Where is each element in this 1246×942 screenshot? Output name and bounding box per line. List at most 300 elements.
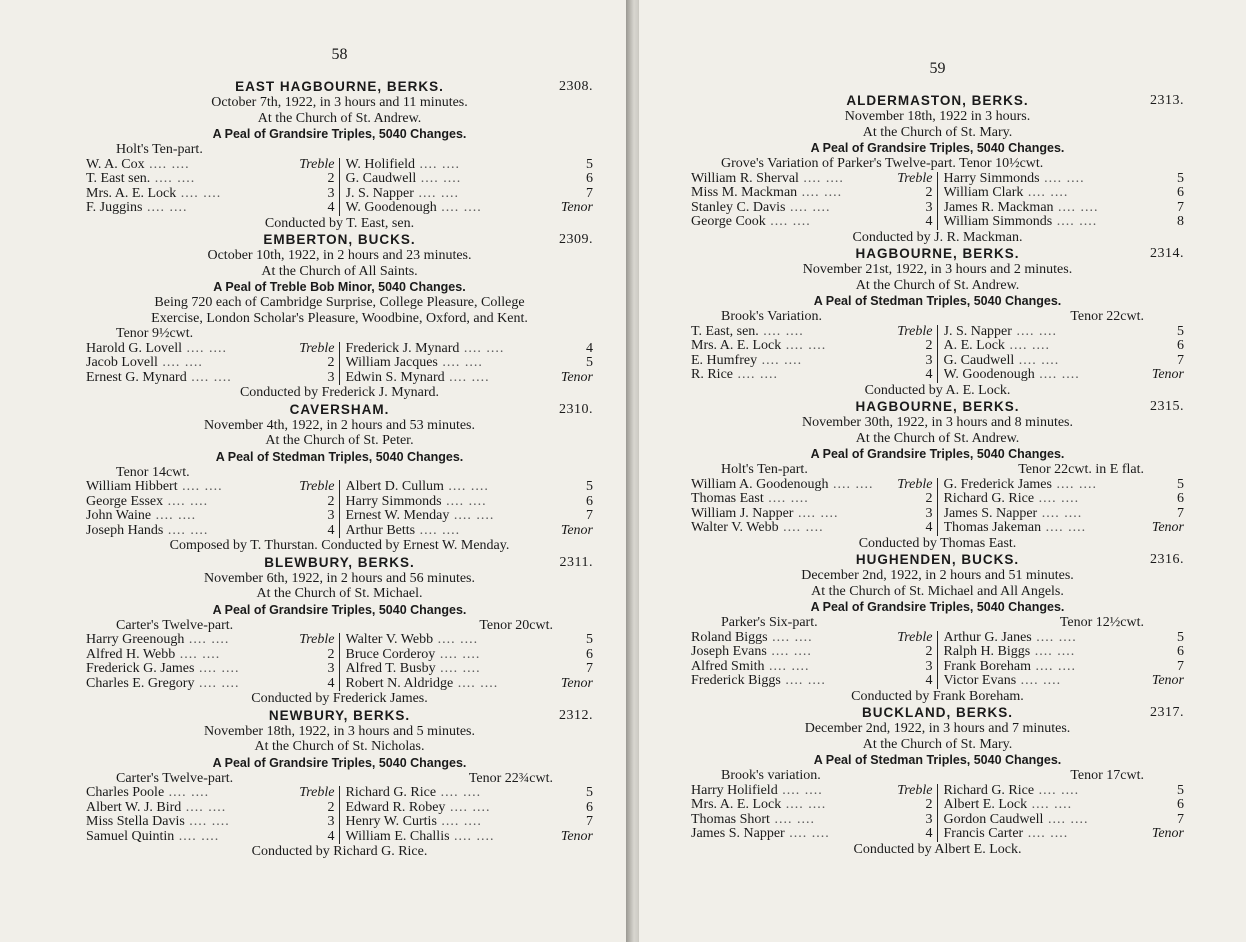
- ringers-column-left: [86, 342, 340, 386]
- bell-position: 5: [1177, 476, 1184, 492]
- ringer-name: William J. Napper ....: [691, 507, 889, 522]
- peal-note: Exercise, London Scholar's Pleasure, Woodbine, Oxford, and Kent.: [151, 310, 528, 326]
- bell-position: 3: [925, 811, 933, 827]
- conductor-line: Conducted by Frederick James.: [251, 691, 428, 706]
- peal-heading: [86, 231, 593, 248]
- bell-position: 3: [925, 352, 933, 368]
- church-name: At the Church of St. Mary.: [862, 736, 1013, 752]
- ringer-row: [944, 813, 1185, 828]
- ringer-name: Roland Biggs ....: [691, 631, 889, 646]
- bell-position: Tenor: [1151, 520, 1184, 535]
- ringer-row: [944, 215, 1185, 230]
- ringer-name: Walter V. Webb ....: [691, 521, 889, 536]
- peal-number: 2315.: [1150, 399, 1184, 414]
- page-number: 59: [929, 60, 946, 77]
- ringer-name: William Hibbert ....: [86, 480, 291, 495]
- ringers-column-right: [340, 158, 594, 216]
- ringer-name: Richard G. Rice ....: [346, 786, 550, 801]
- composition-info: [691, 309, 1184, 325]
- bell-position: Treble: [299, 632, 335, 647]
- ringers-column-right: [938, 172, 1185, 230]
- ringer-row: [691, 492, 933, 507]
- tenor-weight: Tenor 12½cwt.: [1059, 615, 1144, 630]
- method-title: A Peal of Grandsire Triples, 5040 Changes.: [212, 127, 467, 141]
- bell-position: 4: [327, 200, 335, 215]
- composition-info: [691, 156, 1184, 172]
- ringer-name: J. S. Napper ....: [346, 187, 550, 202]
- ringer-row: [346, 172, 594, 187]
- bell-position: 4: [925, 367, 933, 382]
- bell-position: 4: [925, 214, 933, 229]
- bell-position: 6: [586, 799, 593, 815]
- ringer-row: [86, 662, 335, 677]
- ringer-row: [691, 784, 933, 799]
- bell-position: 7: [1177, 811, 1184, 827]
- bell-position: 5: [1177, 782, 1184, 798]
- ringer-row: [691, 186, 933, 201]
- ringer-name: G. Frederick James ....: [944, 478, 1141, 493]
- bell-position: 2: [327, 799, 335, 815]
- composition-info: [86, 465, 593, 481]
- ringer-row: [691, 478, 933, 493]
- ringer-name: James S. Napper ....: [691, 827, 889, 842]
- ringer-row: [691, 813, 933, 828]
- bell-position: 3: [327, 661, 335, 676]
- ringer-row: [691, 339, 933, 354]
- ringer-row: [944, 339, 1185, 354]
- ringer-name: Alfred T. Busby ....: [346, 662, 550, 677]
- ringers-column-right: [340, 633, 594, 691]
- tenor-weight: Tenor 20cwt.: [479, 617, 553, 633]
- method-title: A Peal of Stedman Triples, 5040 Changes.: [813, 294, 1062, 308]
- ringers-column-left: [691, 325, 938, 383]
- ringer-name: James R. Mackman ....: [944, 201, 1141, 216]
- ringers-column-left: [691, 172, 938, 230]
- ringer-name: A. E. Lock ....: [944, 339, 1141, 354]
- composition-info: [86, 326, 593, 342]
- peal-record: [86, 554, 593, 707]
- bell-position: 2: [327, 355, 335, 370]
- ringer-row: [86, 830, 335, 845]
- ringers-column-left: [86, 786, 340, 844]
- ringer-name: W. Holifield ....: [346, 158, 550, 173]
- church-name: At the Church of St. Andrew.: [855, 277, 1020, 293]
- bell-position: 7: [1177, 199, 1184, 215]
- ringer-row: [346, 633, 594, 648]
- place-name: NEWBURY, BERKS.: [268, 707, 411, 723]
- bell-position: 7: [1177, 658, 1184, 674]
- ringer-row: [86, 342, 335, 357]
- ringer-row: [86, 172, 335, 187]
- ringer-name: William Simmonds ....: [944, 215, 1141, 230]
- ringer-name: Gordon Caudwell ....: [944, 813, 1141, 828]
- tenor-weight: Tenor 22cwt.: [1070, 309, 1144, 324]
- ringer-name: Arthur Betts ....: [346, 524, 550, 539]
- ringer-row: [944, 478, 1185, 493]
- ringer-row: [944, 172, 1185, 187]
- bell-position: 5: [1177, 323, 1184, 339]
- composition-info: [691, 615, 1184, 631]
- peal-number: 2308.: [559, 79, 593, 94]
- ringer-row: [691, 521, 933, 536]
- ringer-name: Henry W. Curtis ....: [346, 815, 550, 830]
- ringer-name: Alfred Smith ....: [691, 660, 889, 675]
- ringer-name: Charles E. Gregory ....: [86, 677, 291, 692]
- bell-position: 6: [586, 493, 593, 509]
- ringer-row: [691, 215, 933, 230]
- ringer-row: [346, 371, 594, 386]
- ringers-column-right: [340, 342, 594, 386]
- bell-position: 2: [925, 338, 933, 353]
- ringer-name: W. Goodenough ....: [346, 201, 550, 216]
- bell-position: 4: [925, 826, 933, 841]
- ringer-name: Robert N. Aldridge ....: [346, 677, 550, 692]
- bell-position: Tenor: [1151, 367, 1184, 382]
- bell-position: 4: [586, 340, 593, 356]
- bell-position: 5: [586, 632, 593, 647]
- ringer-row: [346, 495, 594, 510]
- ringer-row: [346, 342, 594, 357]
- bell-position: 7: [1177, 352, 1184, 368]
- bell-position: Treble: [299, 156, 335, 172]
- place-name: HUGHENDEN, BUCKS.: [855, 552, 1020, 567]
- ringer-name: Mrs. A. E. Lock ....: [691, 798, 889, 813]
- ringer-name: James S. Napper ....: [944, 507, 1141, 522]
- ringer-name: Alfred H. Webb ....: [86, 648, 291, 663]
- bell-position: 3: [925, 658, 933, 674]
- page-number: 58: [331, 46, 348, 63]
- ringer-name: Thomas Jakeman ....: [944, 521, 1141, 536]
- bell-position: 7: [586, 185, 593, 201]
- ringer-name: William R. Sherval ....: [691, 172, 889, 187]
- bell-position: Tenor: [560, 369, 593, 385]
- ringer-row: [346, 356, 594, 371]
- conductor-line: Conducted by T. East, sen.: [264, 215, 415, 231]
- tenor-weight: Tenor 17cwt.: [1070, 768, 1144, 783]
- peal-number: 2313.: [1150, 93, 1184, 108]
- ringer-name: William Jacques ....: [346, 356, 550, 371]
- composition-info: [86, 142, 593, 158]
- composition: Carter's Twelve-part.: [116, 617, 234, 633]
- ringer-row: [691, 660, 933, 675]
- bell-position: 2: [327, 646, 335, 662]
- ringers-column-right: [938, 631, 1185, 689]
- peal-date: November 30th, 1922, in 3 hours and 8 minutes.: [801, 415, 1074, 430]
- ringer-row: [944, 660, 1185, 675]
- ringer-name: W. Goodenough ....: [944, 368, 1141, 383]
- peal-heading: [691, 92, 1184, 109]
- ringer-name: Harold G. Lovell ....: [86, 342, 291, 357]
- church-name: At the Church of St. Nicholas.: [254, 739, 425, 754]
- bell-position: Tenor: [560, 200, 593, 215]
- bell-position: Treble: [897, 782, 933, 798]
- peal-number: 2316.: [1150, 552, 1184, 567]
- ringers-column-left: [691, 631, 938, 689]
- ringers-column-right: [340, 786, 594, 844]
- ringer-name: Joseph Hands ....: [86, 524, 291, 539]
- ringer-row: [944, 186, 1185, 201]
- peal-date: November 18th, 1922, in 3 hours and 5 minutes.: [203, 723, 476, 739]
- ringer-row: [691, 674, 933, 689]
- method-title: A Peal of Stedman Triples, 5040 Changes.: [215, 449, 464, 464]
- ringer-name: Samuel Quintin ....: [86, 830, 291, 845]
- bell-position: 5: [586, 785, 593, 800]
- ringer-row: [346, 480, 594, 495]
- ringer-row: [346, 801, 594, 816]
- ringer-row: [86, 509, 335, 524]
- method-title: A Peal of Grandsire Triples, 5040 Changes.: [810, 141, 1065, 155]
- place-name: HAGBOURNE, BERKS.: [855, 246, 1020, 261]
- peal-record: [86, 78, 593, 231]
- bell-position: 4: [327, 522, 335, 538]
- tenor-weight: Tenor 22¾cwt.: [468, 770, 553, 786]
- bell-position: 3: [327, 508, 335, 523]
- ringer-name: John Waine ....: [86, 509, 291, 524]
- ringer-row: [944, 354, 1185, 369]
- bell-position: Treble: [299, 479, 335, 494]
- composition-info: [691, 462, 1184, 478]
- bell-position: 2: [925, 797, 933, 812]
- method-title: A Peal of Stedman Triples, 5040 Changes.: [813, 753, 1062, 767]
- ringer-name: Arthur G. Janes ....: [944, 631, 1141, 646]
- peal-number: 2310.: [559, 401, 593, 417]
- ringers-table: [86, 480, 593, 538]
- ringer-row: [346, 524, 594, 539]
- ringer-name: J. S. Napper ....: [944, 325, 1141, 340]
- ringer-row: [346, 786, 594, 801]
- ringer-row: [346, 662, 594, 677]
- ringer-name: William Clark ....: [944, 186, 1141, 201]
- ringer-name: Harry Simmonds ....: [346, 495, 550, 510]
- ringer-row: [944, 784, 1185, 799]
- ringer-name: Edwin S. Mynard ....: [346, 371, 550, 386]
- composition-info: [86, 771, 593, 787]
- church-name: At the Church of St. Mary.: [862, 124, 1013, 140]
- ringer-name: Ralph H. Biggs ....: [944, 645, 1141, 660]
- ringer-row: [944, 325, 1185, 340]
- peal-note: Being 720 each of Cambridge Surprise, College Pleasure, College: [154, 295, 525, 310]
- ringer-row: [86, 187, 335, 202]
- method-title: A Peal of Grandsire Triples, 5040 Changes.: [212, 755, 467, 770]
- ringer-name: Stanley C. Davis ....: [691, 201, 889, 216]
- ringer-name: T. East sen. ....: [86, 172, 291, 187]
- ringer-row: [86, 201, 335, 216]
- ringer-name: Albert E. Lock ....: [944, 798, 1141, 813]
- ringer-row: [86, 371, 335, 386]
- bell-position: Tenor: [1151, 826, 1184, 841]
- method-title: A Peal of Grandsire Triples, 5040 Changes.: [212, 602, 467, 617]
- ringer-name: Joseph Evans ....: [691, 645, 889, 660]
- ringer-row: [691, 645, 933, 660]
- conductor-line: Conducted by Albert E. Lock.: [853, 841, 1022, 857]
- ringers-column-right: [938, 478, 1185, 536]
- ringer-name: E. Humfrey ....: [691, 354, 889, 369]
- conductor-line: Conducted by A. E. Lock.: [864, 382, 1011, 398]
- ringers-column-left: [86, 633, 340, 691]
- bell-position: Tenor: [560, 675, 593, 691]
- bell-position: 5: [586, 355, 593, 370]
- peal-date: November 21st, 1922, in 3 hours and 2 minutes.: [802, 262, 1073, 277]
- ringer-name: R. Rice ....: [691, 368, 889, 383]
- church-name: At the Church of All Saints.: [261, 263, 418, 279]
- place-name: CAVERSHAM.: [289, 401, 390, 417]
- ringer-name: G. Caudwell ....: [346, 172, 550, 187]
- ringers-table: [86, 342, 593, 386]
- ringer-name: Victor Evans ....: [944, 674, 1141, 689]
- conductor-line: Conducted by Richard G. Rice.: [251, 844, 428, 859]
- church-name: At the Church of St. Andrew.: [855, 430, 1020, 446]
- place-name: EAST HAGBOURNE, BERKS.: [235, 79, 444, 94]
- peal-record: [86, 707, 593, 860]
- ringer-row: [86, 524, 335, 539]
- ringers-column-left: [691, 784, 938, 842]
- ringer-row: [944, 645, 1185, 660]
- place-name: HAGBOURNE, BERKS.: [855, 399, 1020, 414]
- place-name: EMBERTON, BUCKS.: [263, 232, 416, 247]
- ringer-name: F. Juggins ....: [86, 201, 291, 216]
- composition: Brook's Variation.: [721, 309, 823, 324]
- bell-position: 7: [586, 508, 593, 523]
- bell-position: 2: [327, 171, 335, 186]
- peal-record: [691, 92, 1184, 245]
- bell-position: Treble: [897, 629, 933, 645]
- method-title: A Peal of Treble Bob Minor, 5040 Changes.: [213, 280, 466, 294]
- bell-position: 2: [925, 491, 933, 506]
- bell-position: 6: [1177, 338, 1184, 353]
- ringer-row: [86, 495, 335, 510]
- peal-date: October 10th, 1922, in 2 hours and 23 minutes.: [207, 248, 472, 263]
- ringer-name: Mrs. A. E. Lock ....: [86, 187, 291, 202]
- ringer-name: George Essex ....: [86, 495, 291, 510]
- bell-position: 2: [925, 644, 933, 659]
- ringer-row: [944, 827, 1185, 842]
- peal-date: December 2nd, 1922, in 3 hours and 7 minutes.: [804, 721, 1071, 736]
- ringers-column-right: [938, 325, 1185, 383]
- bell-position: 3: [327, 369, 335, 385]
- bell-position: 3: [327, 185, 335, 201]
- peal-date: December 2nd, 1922, in 2 hours and 51 minutes.: [801, 568, 1074, 583]
- peal-list: [86, 78, 593, 860]
- bell-position: 3: [925, 505, 933, 521]
- peal-heading: [691, 398, 1184, 415]
- right-page: [639, 0, 1246, 942]
- peal-date: November 6th, 1922, in 2 hours and 56 minutes.: [203, 570, 476, 586]
- bell-position: Tenor: [560, 828, 593, 844]
- bell-position: 4: [327, 675, 335, 691]
- ringer-name: George Cook ....: [691, 215, 889, 230]
- bell-position: 5: [1177, 170, 1184, 186]
- bell-position: Treble: [299, 785, 335, 800]
- ringer-row: [86, 815, 335, 830]
- peal-record: [691, 398, 1184, 551]
- ringer-row: [691, 798, 933, 813]
- bell-position: 6: [1177, 185, 1184, 200]
- ringer-name: Miss M. Mackman ....: [691, 186, 889, 201]
- peal-record: [691, 551, 1184, 704]
- method-title: A Peal of Grandsire Triples, 5040 Changes.: [810, 447, 1065, 461]
- bell-position: 4: [925, 673, 933, 688]
- bell-position: 4: [925, 520, 933, 535]
- ringer-row: [86, 648, 335, 663]
- ringer-name: Bruce Corderoy ....: [346, 648, 550, 663]
- ringer-row: [691, 631, 933, 646]
- ringer-name: Frank Boreham ....: [944, 660, 1141, 675]
- ringer-row: [346, 201, 594, 216]
- bell-position: 8: [1177, 214, 1184, 229]
- ringer-name: T. East, sen. ....: [691, 325, 889, 340]
- ringer-row: [691, 368, 933, 383]
- ringers-column-right: [938, 784, 1185, 842]
- place-name: BUCKLAND, BERKS.: [862, 705, 1013, 720]
- ringer-row: [944, 368, 1185, 383]
- ringers-table: [691, 784, 1184, 842]
- bell-position: 6: [1177, 797, 1184, 812]
- ringer-name: Harry Simmonds ....: [944, 172, 1141, 187]
- composition: Brook's variation.: [721, 768, 821, 783]
- ringer-name: Charles Poole ....: [86, 786, 291, 801]
- church-name: At the Church of St. Michael and All Angels.: [811, 583, 1064, 599]
- ringer-name: Harry Holifield ....: [691, 784, 889, 799]
- composition: Grove's Variation of Parker's Twelve-part. Tenor 10½cwt.: [721, 156, 1044, 171]
- conductor-line: Composed by T. Thurstan. Conducted by Ernest W. Menday.: [169, 538, 510, 553]
- ringer-row: [86, 356, 335, 371]
- ringer-name: Miss Stella Davis ....: [86, 815, 291, 830]
- bell-position: 6: [586, 171, 593, 186]
- ringer-row: [691, 354, 933, 369]
- ringer-name: Frederick J. Mynard ....: [346, 342, 550, 357]
- ringer-row: [346, 815, 594, 830]
- peal-date: October 7th, 1922, in 3 hours and 11 minutes.: [211, 95, 468, 110]
- place-name: ALDERMASTON, BERKS.: [846, 93, 1029, 108]
- ringer-row: [691, 827, 933, 842]
- ringer-name: Harry Greenough ....: [86, 633, 291, 648]
- ringer-name: Francis Carter ....: [944, 827, 1141, 842]
- bell-position: 7: [586, 814, 593, 829]
- tenor-weight: Tenor 22cwt. in E flat.: [1018, 462, 1144, 477]
- bell-position: Treble: [897, 476, 933, 492]
- bell-position: 3: [925, 199, 933, 215]
- method-title: A Peal of Grandsire Triples, 5040 Changes.: [810, 600, 1065, 614]
- ringers-column-left: [86, 158, 340, 216]
- peal-record: [86, 231, 593, 401]
- peal-date: November 4th, 1922, in 2 hours and 53 minutes.: [203, 417, 476, 433]
- composition: Tenor 9½cwt.: [116, 326, 194, 341]
- bell-position: 5: [586, 156, 593, 172]
- ringers-table: [86, 633, 593, 691]
- bell-position: 2: [327, 493, 335, 509]
- peal-number: 2311.: [559, 554, 593, 570]
- ringer-name: Thomas Short ....: [691, 813, 889, 828]
- ringer-row: [86, 801, 335, 816]
- ringer-name: Frederick G. James ....: [86, 662, 291, 677]
- ringer-row: [691, 201, 933, 216]
- church-name: At the Church of St. Michael.: [256, 586, 423, 601]
- ringer-row: [346, 187, 594, 202]
- ringer-name: Jacob Lovell ....: [86, 356, 291, 371]
- bell-position: 2: [925, 185, 933, 200]
- bell-position: Treble: [299, 340, 335, 356]
- bell-position: Treble: [897, 323, 933, 339]
- ringer-row: [944, 507, 1185, 522]
- ringers-table: [691, 478, 1184, 536]
- ringer-row: [944, 492, 1185, 507]
- peal-heading: [691, 704, 1184, 721]
- ringers-table: [691, 172, 1184, 230]
- bell-position: Tenor: [1151, 673, 1184, 688]
- bell-position: 6: [586, 646, 593, 662]
- peal-list: [691, 92, 1184, 857]
- bell-position: 6: [1177, 491, 1184, 506]
